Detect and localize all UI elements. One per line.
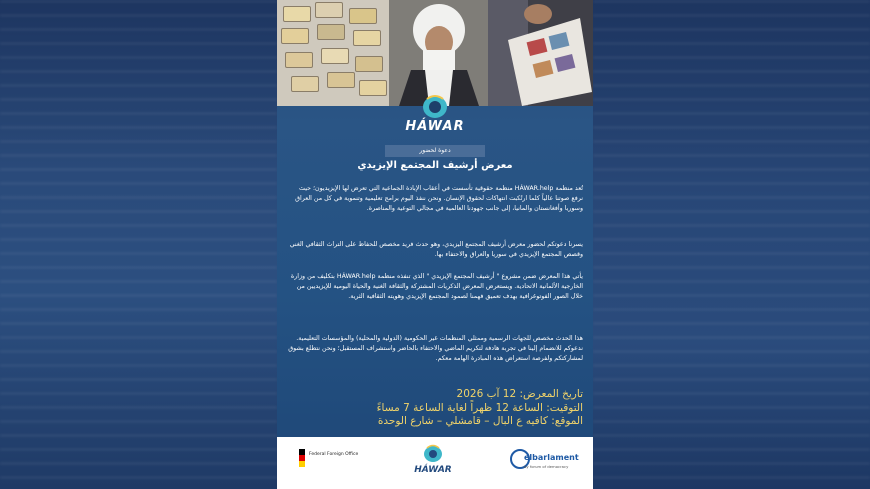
poster-title: معرض أرشيف المجتمع الإيزيدي — [357, 160, 513, 171]
hawar-logo-text: HÁWAR — [405, 119, 465, 134]
hawar-emblem-icon — [405, 93, 465, 121]
paragraph-invitation: يسرنا دعوتكم لحضور معرض أرشيف المجتمع اليزيدي، وهو حدث فريد مخصص للحفاظ على التراث الثقافي الغني وقصص المجتمع الإيزيدي في سوريا والعراق والاحتفاء بها. — [289, 241, 583, 259]
photo-album-hands — [488, 0, 593, 106]
paragraph-project: يأتي هذا المعرض ضمن مشروع " أرشيف المجتمع الإيزيدي " الذي تنفذه منظمة HÁWAR.help بتكليف من وزارة الخارجية الألمانية الاتحادية. ويستعرض المعرض الذكريات المشتركة والثقافة الغنية والحياة اليومية للإيزيديين من خلال الصور الفوتوغرافية بهدف تعميق فهمنا لصمود المجتمع الإيزيدي وهويته الثقافية الثرية. — [290, 273, 583, 301]
hawar-footer-logo-text: HÁWAR — [414, 465, 452, 475]
album-illustration — [488, 0, 593, 106]
sponsor-footer — [277, 437, 593, 489]
photo-strip — [277, 0, 593, 106]
photo-cassettes — [277, 0, 389, 106]
photo-elderly-woman — [389, 0, 488, 106]
invitation-poster — [277, 0, 593, 489]
event-time: التوقيت: الساعة 12 ظهراً لغاية الساعة 7 مساءً — [376, 401, 583, 414]
portrait-illustration — [389, 0, 488, 106]
event-details — [287, 388, 583, 429]
elbarlament-logo — [510, 449, 590, 479]
elbarlament-label: elbarlament — [524, 453, 579, 462]
paragraph-about: تُعد منظمة HÁWAR.help منظمة حقوقية تأسست في أعقاب الإبادة الجماعية التي تعرض لها الإيزيديون؛ حيث نرفع صوتنا عالياً كلما ارتُكبت انتهاكات لحقوق الإنسان. ونحن ننفذ اليوم برامج تعليمية وتنموية في كل من العراق وسوريا وأفغانستان والمانيا، إلى جانب جهودنا العالمية في مجالي التوعية والمناصرة. — [295, 185, 583, 213]
invite-label: دعوة لحضور — [385, 145, 485, 157]
event-location: الموقع: كافيه ع البال – قامشلي – شارع الوحدة — [377, 415, 583, 427]
event-date: تاريخ المعرض: 12 آب 2026 — [456, 388, 583, 400]
elbarlament-sublabel: by forum of democracy — [524, 464, 569, 469]
hawar-footer-logo — [412, 443, 454, 483]
paragraph-audience: هذا الحدث مخصص للجهات الرسمية وممثلي المنظمات غير الحكومية (الدولية والمحلية) والمؤسسات التعليمية. ندعوكم للانضمام إلينا في تجربة هادفة لتكريم الماضي والاحتفاء بالحاضر واستشراف المستقبل؛ ونحن نتطلع بشوق لمشاركتكم ولفرصة استعراض هذه المبادرة الهامة معكم. — [288, 335, 583, 363]
federal-foreign-office-label: Federal Foreign Office — [309, 452, 359, 457]
german-flag-icon — [299, 449, 305, 467]
background-left-panel — [0, 0, 277, 489]
hawar-footer-emblem-icon — [412, 443, 454, 465]
background-right-panel — [593, 0, 870, 489]
hawar-logo — [405, 93, 465, 137]
